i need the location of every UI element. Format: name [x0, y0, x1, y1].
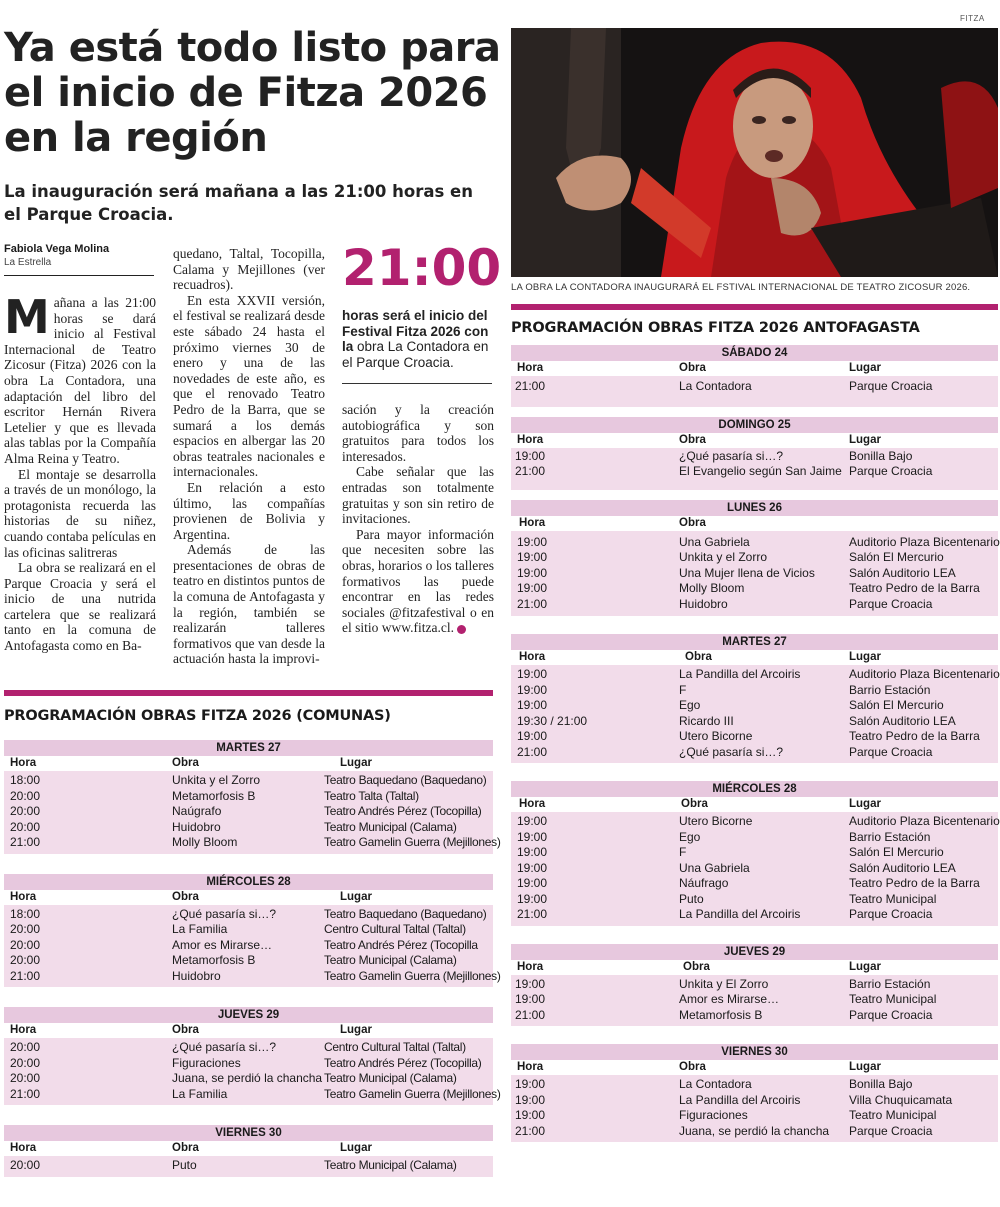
header-hora: Hora	[517, 362, 544, 374]
section-bar	[4, 690, 493, 696]
schedule-title: PROGRAMACIÓN OBRAS FITZA 2026 ANTOFAGASTA	[511, 320, 920, 336]
header-lugar: Lugar	[849, 798, 881, 810]
table-body	[511, 1075, 998, 1142]
cell-obra: La Pandilla del Arcoiris	[679, 667, 801, 681]
cell-hora: 21:00	[10, 968, 41, 983]
article-column-3	[342, 402, 494, 636]
day-block	[4, 740, 501, 854]
author-name: Fabiola Vega Molina	[4, 243, 110, 255]
table-row	[511, 714, 998, 730]
cell-hora: 21:00	[515, 379, 546, 393]
header-obra: Obra	[172, 890, 199, 903]
cell-obra: Naúgrafo	[172, 804, 222, 818]
pull-quote-time: 21:00	[342, 239, 502, 297]
cell-lugar: Teatro Pedro de la Barra	[849, 581, 980, 595]
header-lugar: Lugar	[340, 890, 372, 903]
day-block	[511, 781, 998, 926]
header-lugar: Lugar	[849, 433, 881, 446]
cell-lugar: Auditorio Plaza Bicentenario	[849, 814, 1000, 828]
pull-quote-text: obra La Contadora en el Parque Croacia.	[342, 339, 489, 370]
header-obra: Obra	[681, 798, 708, 810]
cell-hora: 19:00	[515, 1077, 546, 1091]
cell-hora: 20:00	[10, 1158, 41, 1172]
day-block	[4, 1125, 493, 1177]
header-hora: Hora	[517, 1061, 544, 1073]
cell-lugar: Teatro Pedro de la Barra	[849, 876, 980, 890]
day-header: MIÉRCOLES 28	[4, 874, 493, 890]
table-row	[511, 535, 998, 551]
table-header	[511, 516, 998, 531]
table-row	[511, 876, 998, 892]
day-block	[511, 1044, 998, 1142]
cell-lugar: Salón Auditorio LEA	[849, 713, 956, 728]
cell-obra: Amor es Mirarse…	[679, 992, 780, 1006]
cell-hora: 20:00	[10, 953, 41, 967]
cell-obra: Juana, se perdió la chancha	[679, 1123, 830, 1138]
cell-obra: Molly Bloom	[172, 835, 238, 849]
cell-hora: 21:00	[515, 1007, 546, 1022]
schedule-antofagasta	[511, 304, 998, 1142]
cell-hora: 19:00	[517, 682, 548, 697]
table-row	[511, 830, 998, 846]
cell-lugar: Parque Croacia	[849, 1123, 933, 1138]
cell-obra: La Contadora	[679, 1077, 752, 1091]
table-row	[511, 977, 998, 993]
cell-obra: Ego	[679, 698, 701, 712]
table-row	[511, 729, 998, 745]
table-row	[4, 1158, 493, 1174]
header-hora: Hora	[519, 516, 546, 529]
cell-lugar: Teatro Talta (Taltal)	[324, 788, 419, 803]
table-header	[511, 797, 998, 812]
table-row	[511, 1124, 998, 1140]
table-body	[4, 1038, 501, 1105]
day-header: JUEVES 29	[4, 1007, 493, 1023]
cell-hora: 19:00	[517, 876, 548, 890]
cell-hora: 21:00	[10, 1086, 41, 1101]
cell-hora: 19:00	[515, 976, 546, 991]
cell-obra: Figuraciones	[679, 1108, 748, 1122]
table-row	[511, 1093, 998, 1109]
day-header: VIERNES 30	[4, 1125, 493, 1141]
cell-lugar: Barrio Estación	[849, 682, 931, 697]
header-obra: Obra	[679, 433, 706, 446]
header-hora: Hora	[10, 1024, 37, 1036]
cell-hora: 20:00	[10, 804, 41, 818]
table-row	[4, 835, 501, 851]
cell-lugar: Teatro Andrés Pérez (Tocopilla	[324, 937, 478, 952]
cell-hora: 19:00	[515, 1108, 546, 1122]
cell-obra: ¿Qué pasaría si…?	[172, 906, 277, 921]
cell-obra: Figuraciones	[172, 1055, 241, 1070]
header-obra: Obra	[679, 516, 706, 529]
cell-lugar: Teatro Municipal (Calama)	[324, 819, 457, 834]
table-body	[4, 771, 501, 854]
cell-obra: Náufrago	[679, 876, 729, 890]
table-header	[4, 1023, 493, 1038]
cell-obra: Molly Bloom	[679, 581, 745, 595]
table-row	[511, 907, 998, 923]
cell-hora: 20:00	[10, 788, 41, 803]
pull-quote-divider	[342, 383, 492, 384]
table-header	[4, 890, 493, 905]
table-row	[511, 814, 998, 830]
cell-hora: 19:00	[517, 729, 548, 743]
cell-hora: 19:30 / 21:00	[517, 713, 588, 728]
cell-hora: 19:00	[517, 829, 548, 844]
cell-lugar: Parque Croacia	[849, 907, 933, 921]
table-row	[511, 892, 998, 908]
paragraph: quedano, Taltal, Tocopilla, Calama y Mejillones (ver recuadros).	[173, 246, 325, 293]
cell-lugar: Teatro Baquedano (Baquedano)	[324, 906, 487, 921]
cell-lugar: Villa Chuquicamata	[849, 1092, 953, 1107]
cell-obra: ¿Qué pasaría si…?	[172, 1040, 277, 1054]
table-row	[4, 1040, 493, 1056]
cell-obra: Juana, se perdió la chancha	[172, 1071, 323, 1085]
paragraph: La obra se realizará en el Parque Croacia y será el inicio de una nutrida cartelera que se realizará tanto en la comuna de Antofagasta como en Ba-	[4, 560, 156, 654]
table-row	[4, 773, 493, 789]
paragraph: sación y la creación autobiográfica y son gratuitos para todos los interesados.	[342, 402, 494, 464]
header-obra: Obra	[679, 1061, 706, 1073]
schedule-comunas	[4, 690, 501, 1177]
end-mark-icon	[457, 625, 466, 634]
photo-credit: FITZA	[960, 14, 985, 23]
cell-obra: Unkita y El Zorro	[679, 976, 769, 991]
table-row	[511, 1077, 998, 1093]
cell-hora: 19:00	[517, 814, 548, 828]
cell-hora: 21:00	[10, 835, 41, 849]
day-block	[511, 634, 998, 763]
cell-hora: 19:00	[515, 992, 546, 1006]
cell-lugar: Teatro Andrés Pérez (Tocopilla)	[324, 804, 482, 818]
table-body	[511, 448, 998, 490]
cell-obra: Huidobro	[679, 596, 728, 611]
cell-obra: La Pandilla del Arcoiris	[679, 907, 801, 921]
header-obra: Obra	[172, 757, 199, 769]
cell-obra: Huidobro	[172, 968, 221, 983]
publication-name: La Estrella	[4, 257, 154, 276]
paragraph: Cabe señalar que las entradas son totalmente gratuitas y son sin retiro de invitaciones.	[342, 464, 494, 527]
table-row	[511, 464, 998, 480]
header-hora: Hora	[517, 960, 544, 973]
header-lugar: Lugar	[340, 757, 372, 769]
cell-lugar: Teatro Municipal (Calama)	[324, 1071, 457, 1085]
header-hora: Hora	[10, 757, 37, 769]
cell-hora: 18:00	[10, 773, 41, 787]
cell-obra: Unkita y el Zorro	[172, 773, 261, 787]
cell-hora: 19:00	[517, 534, 548, 549]
header-hora: Hora	[10, 1142, 37, 1154]
cell-lugar: Centro Cultural Taltal (Taltal)	[324, 922, 466, 936]
headline: Ya está todo listo para el inicio de Fitza 2026 en la región	[4, 25, 501, 161]
cell-obra: Utero Bicorne	[679, 729, 753, 743]
paragraph: En esta XXVII versión, el festival se realizará desde este sábado 24 hasta el próximo viernes 30 de enero y una de las novedades de este año, es que el renovado Teatro Pedro de la Barra, que se sumará a los demás espacios en albergar las 20 obras teatrales nacionales e internacionales.	[173, 292, 325, 480]
header-hora: Hora	[519, 651, 546, 663]
header-lugar: Lugar	[849, 960, 881, 973]
cell-obra: Puto	[172, 1158, 197, 1172]
table-row	[511, 566, 998, 582]
cell-lugar: Teatro Municipal	[849, 992, 937, 1006]
cell-obra: La Pandilla del Arcoiris	[679, 1092, 801, 1107]
day-header: MIÉRCOLES 28	[511, 781, 998, 797]
table-row	[4, 804, 493, 820]
cell-lugar: Barrio Estación	[849, 829, 931, 844]
table-row	[511, 992, 998, 1008]
day-header: VIERNES 30	[511, 1044, 998, 1060]
cell-hora: 19:00	[517, 667, 548, 681]
subheadline: La inauguración será mañana a las 21:00 horas en el Parque Croacia.	[4, 182, 473, 224]
cell-hora: 21:00	[517, 596, 548, 611]
cell-hora: 20:00	[10, 922, 41, 936]
article-column-2	[173, 246, 325, 667]
cell-obra: El Evangelio según San Jaime	[679, 464, 842, 478]
table-row	[511, 745, 998, 761]
cell-hora: 21:00	[517, 744, 548, 759]
cell-obra: Una Gabriela	[679, 534, 750, 549]
cell-hora: 19:00	[517, 860, 548, 875]
cell-hora: 20:00	[10, 1071, 41, 1085]
table-body	[511, 531, 998, 617]
table-row	[511, 449, 998, 465]
day-header: JUEVES 29	[511, 944, 998, 960]
table-body	[511, 975, 998, 1027]
day-block	[511, 944, 998, 1027]
cell-lugar: Parque Croacia	[849, 379, 933, 393]
cell-lugar: Teatro Gamelin Guerra (Mejillones)	[324, 1086, 501, 1101]
table-header	[511, 433, 998, 448]
cell-hora: 18:00	[10, 906, 41, 921]
table-row	[511, 683, 998, 699]
table-row	[4, 968, 501, 985]
cell-obra: Metamorfosis B	[172, 788, 256, 803]
table-row	[511, 581, 998, 597]
drop-cap: M	[4, 290, 50, 344]
day-block	[511, 345, 998, 407]
table-row	[511, 698, 998, 714]
day-header: LUNES 26	[511, 500, 998, 516]
table-row	[511, 667, 998, 683]
cell-obra: Ego	[679, 829, 701, 844]
paragraph: Para mayor información que necesiten sobre las obras, horarios o los talleres formativos las puede encontrar en las redes sociales @fitzafestival o en el sitio www.fitza.cl.	[342, 526, 494, 636]
table-row	[511, 550, 998, 566]
actress-photo-illustration	[511, 28, 998, 277]
cell-hora: 21:00	[517, 907, 548, 921]
header-obra: Obra	[683, 960, 710, 973]
pull-quote	[342, 308, 494, 370]
cell-hora: 19:00	[517, 891, 548, 906]
paragraph: añana a las 21:00 horas se dará inicio al Festival Internacional de Teatro Zicosur (Fitza) 2026 con la obra La Contadora, una adaptación del libro del escritor Hernán Rivera Letelier y que es llevada alas tablas por la Compañía Alma Reina y Teatro.	[4, 295, 156, 466]
table-row	[4, 1086, 501, 1103]
cell-lugar: Teatro Municipal (Calama)	[324, 953, 457, 967]
cell-obra: ¿Qué pasaría si…?	[679, 744, 784, 759]
header-hora: Hora	[517, 433, 544, 446]
table-row	[511, 861, 998, 877]
cell-hora: 19:00	[517, 845, 548, 859]
cell-obra: Metamorfosis B	[679, 1007, 763, 1022]
pull-quote-bold: horas será el inicio del Festival Fitza 2026 con la	[342, 308, 489, 354]
cell-lugar: Salón Auditorio LEA	[849, 860, 956, 875]
table-row	[4, 938, 493, 954]
cell-obra: La Contadora	[679, 379, 752, 393]
cell-lugar: Centro Cultural Taltal (Taltal)	[324, 1040, 466, 1054]
table-row	[4, 922, 493, 938]
cell-lugar: Parque Croacia	[849, 464, 933, 478]
cell-lugar: Teatro Pedro de la Barra	[849, 729, 980, 743]
header-lugar: Lugar	[849, 1061, 881, 1073]
cell-lugar: Parque Croacia	[849, 596, 933, 611]
header-obra: Obra	[679, 362, 706, 374]
schedule-title: PROGRAMACIÓN OBRAS FITZA 2026 (COMUNAS)	[4, 708, 391, 724]
cell-obra: Una Mujer llena de Vicios	[679, 565, 815, 580]
day-header: DOMINGO 25	[511, 417, 998, 433]
table-body	[511, 812, 998, 926]
table-header	[511, 960, 998, 975]
cell-lugar: Bonilla Bajo	[849, 1077, 913, 1091]
cell-lugar: Teatro Gamelin Guerra (Mejillones)	[324, 968, 501, 983]
photo-caption: LA OBRA LA CONTADORA INAUGURARÁ EL FSTIVAL INTERNACIONAL DE TEATRO ZICOSUR 2026.	[511, 282, 971, 293]
cell-hora: 20:00	[10, 937, 41, 952]
header-obra: Obra	[172, 1024, 199, 1036]
cell-lugar: Teatro Municipal	[849, 1108, 937, 1122]
cell-lugar: Salón El Mercurio	[849, 845, 944, 859]
paragraph: Además de las presentaciones de obras de teatro en distintos puntos de la comuna de Antofagasta y la región, también se realizarán talleres formativos que van desde la actuación hasta la improvi-	[173, 542, 325, 667]
table-header	[4, 1141, 493, 1156]
day-header: MARTES 27	[4, 740, 493, 756]
header-lugar: Lugar	[849, 362, 881, 374]
cell-lugar: Parque Croacia	[849, 1007, 933, 1022]
paragraph: En relación a esto último, las compañías provienen de Bolivia y Argentina.	[173, 479, 325, 542]
header-obra: Obra	[172, 1142, 199, 1154]
header-hora: Hora	[519, 798, 546, 810]
cell-lugar: Teatro Baquedano (Baquedano)	[324, 773, 487, 787]
header-lugar: Lugar	[340, 1024, 372, 1036]
table-header	[4, 756, 493, 771]
day-block	[511, 417, 998, 490]
cell-hora: 19:00	[517, 698, 548, 712]
cell-hora: 21:00	[515, 464, 546, 478]
table-body	[511, 376, 998, 407]
cell-hora: 19:00	[515, 448, 546, 463]
table-row	[4, 1056, 493, 1072]
cell-lugar: Teatro Andrés Pérez (Tocopilla)	[324, 1055, 482, 1070]
cell-hora: 19:00	[517, 550, 548, 564]
cell-hora: 19:00	[517, 565, 548, 580]
cell-hora: 21:00	[515, 1123, 546, 1138]
cell-lugar: Auditorio Plaza Bicentenario	[849, 534, 1000, 549]
table-body	[4, 1156, 493, 1177]
section-bar	[511, 304, 998, 310]
table-header	[511, 1060, 998, 1075]
table-body	[511, 665, 998, 763]
cell-obra: Amor es Mirarse…	[172, 937, 273, 952]
cell-obra: La Familia	[172, 922, 228, 936]
cell-obra: Metamorfosis B	[172, 953, 256, 967]
header-hora: Hora	[10, 890, 37, 903]
table-row	[4, 789, 493, 805]
table-row	[511, 1008, 998, 1024]
header-obra: Obra	[685, 651, 712, 663]
cell-obra: F	[679, 845, 687, 859]
cell-obra: Puto	[679, 891, 704, 906]
cell-lugar: Auditorio Plaza Bicentenario	[849, 667, 1000, 681]
cell-lugar: Salón El Mercurio	[849, 550, 944, 564]
cell-lugar: Teatro Municipal	[849, 891, 937, 906]
table-row	[4, 907, 493, 923]
cell-obra: Unkita y el Zorro	[679, 550, 768, 564]
table-row	[4, 1071, 493, 1087]
table-body	[4, 905, 501, 988]
cell-lugar: Salón Auditorio LEA	[849, 565, 956, 580]
table-row	[511, 597, 998, 613]
cell-obra: Utero Bicorne	[679, 814, 753, 828]
day-block	[511, 500, 998, 617]
cell-obra: Huidobro	[172, 819, 221, 834]
day-block	[4, 1007, 501, 1105]
table-row	[511, 379, 998, 395]
cell-lugar: Barrio Estación	[849, 976, 931, 991]
cell-obra: La Familia	[172, 1086, 228, 1101]
paragraph: El montaje se desarrolla a través de un monólogo, la protagonista recuerda las historias de su niñez, cuando contaba películas en las oficinas salitreras	[4, 466, 156, 560]
cell-lugar: Bonilla Bajo	[849, 448, 913, 463]
cell-lugar: Parque Croacia	[849, 744, 933, 759]
table-row	[511, 845, 998, 861]
cell-hora: 20:00	[10, 1040, 41, 1054]
cell-lugar: Salón El Mercurio	[849, 698, 944, 712]
header-lugar: Lugar	[340, 1142, 372, 1154]
cell-obra: F	[679, 682, 687, 697]
day-block	[4, 874, 501, 988]
table-row	[4, 820, 493, 836]
cell-hora: 19:00	[515, 1092, 546, 1107]
article-column-1	[4, 290, 156, 654]
table-header	[511, 361, 998, 376]
day-header: SÁBADO 24	[511, 345, 998, 361]
cell-hora: 20:00	[10, 1055, 41, 1070]
cell-hora: 19:00	[517, 581, 548, 595]
cell-lugar: Teatro Municipal (Calama)	[324, 1158, 457, 1172]
day-header: MARTES 27	[511, 634, 998, 650]
cell-hora: 20:00	[10, 819, 41, 834]
article-photo	[511, 28, 998, 277]
cell-obra: Una Gabriela	[679, 860, 750, 875]
table-header	[511, 650, 998, 665]
cell-obra: ¿Qué pasaría si…?	[679, 448, 784, 463]
header-lugar: Lugar	[849, 651, 881, 663]
table-row	[511, 1108, 998, 1124]
table-row	[4, 953, 493, 969]
cell-obra: Ricardo III	[679, 713, 734, 728]
cell-lugar: Teatro Gamelin Guerra (Mejillones)	[324, 835, 501, 849]
